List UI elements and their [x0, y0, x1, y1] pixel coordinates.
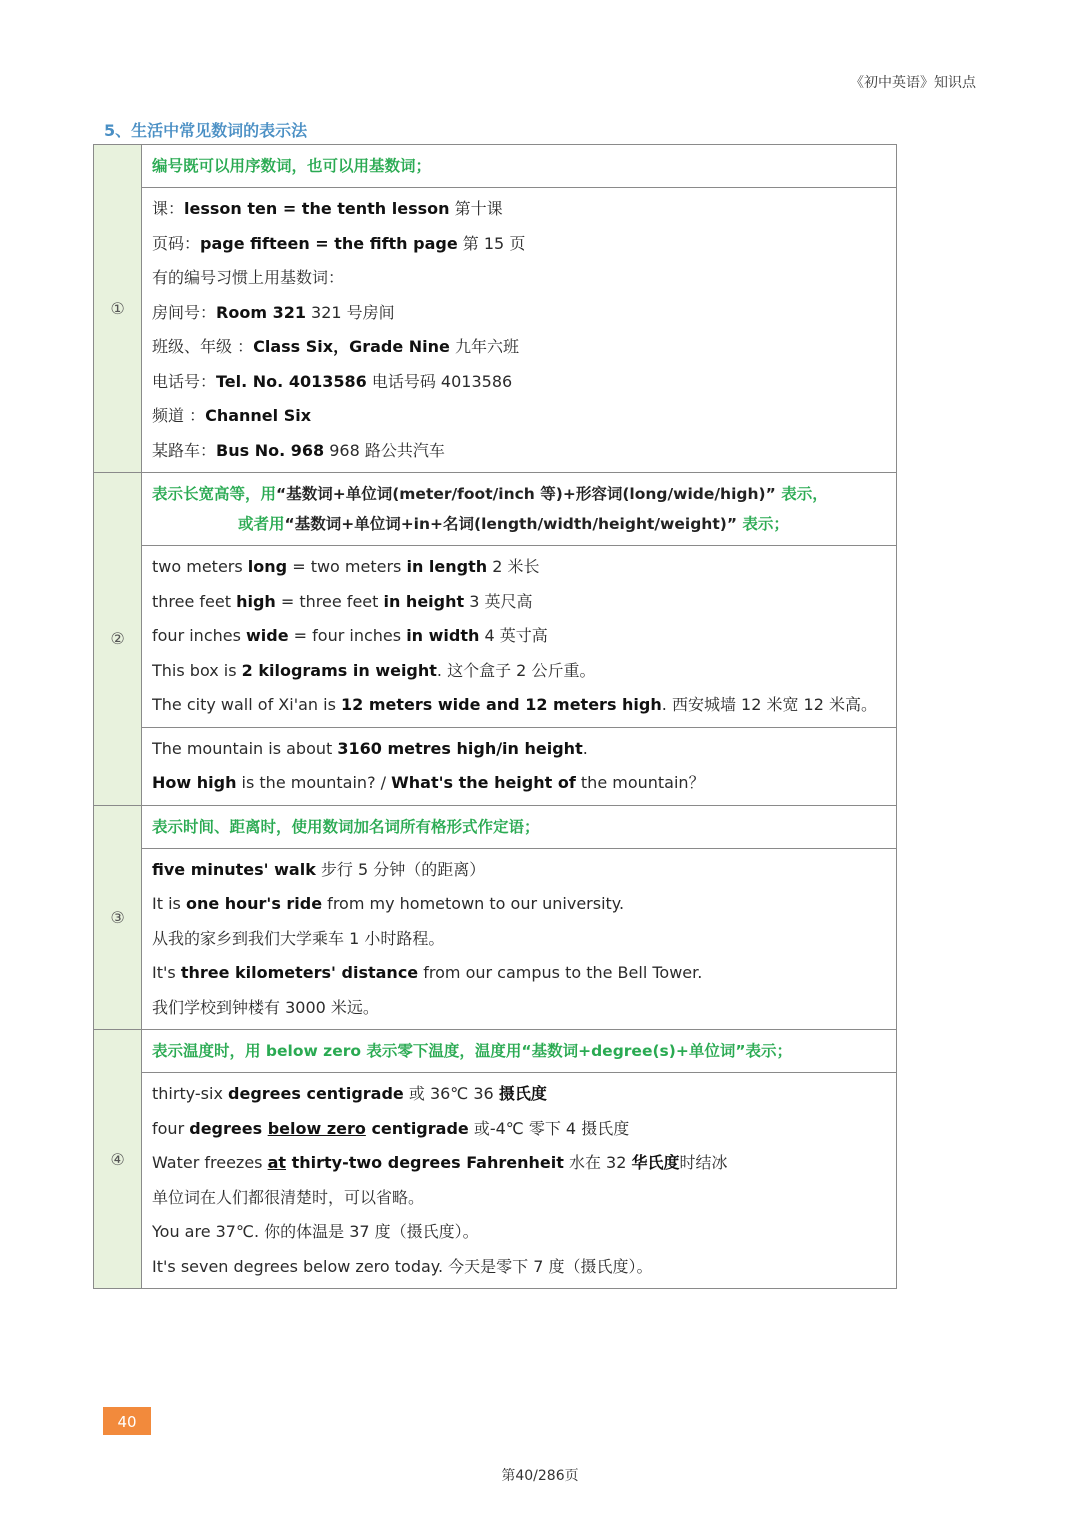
text-segment: Water freezes: [152, 1153, 268, 1172]
text-segment: three feet: [152, 591, 237, 611]
text-segment: thirty-six: [152, 1084, 229, 1103]
section-title: 5、生活中常见数词的表示法: [104, 121, 308, 140]
text-segment: the mountain？: [575, 773, 705, 792]
section-body: [142, 546, 897, 728]
text-segment: How high: [152, 773, 237, 792]
content-line: [152, 1181, 886, 1216]
text-segment: 班级、年级 ：: [152, 337, 254, 356]
text-segment: Channel Six: [205, 406, 312, 425]
text-segment: 页码：: [152, 233, 201, 253]
text-segment: 2 米长: [487, 557, 540, 576]
content-line: [152, 585, 886, 620]
text-segment: in height: [383, 591, 465, 611]
text-segment: 第十课: [449, 199, 503, 218]
content-line: [152, 399, 886, 434]
content-line: [152, 296, 886, 331]
text-segment: Room 321: [216, 302, 306, 322]
text-segment: in width: [406, 626, 480, 645]
section-number: ②: [94, 473, 142, 806]
text-segment: long: [247, 557, 288, 576]
section-header: 表示温度时，用 below zero 表示零下温度，温度用“基数词+degree(s)+单位词”表示；: [142, 1030, 897, 1073]
text-segment: 水在 32: [563, 1153, 632, 1172]
section-2-body-row: [94, 546, 897, 728]
text-segment: degrees centigrade: [228, 1084, 404, 1103]
text-segment: This box is: [152, 660, 242, 680]
text-segment: = four inches: [288, 626, 407, 645]
text-segment: 我们学校到钟楼有 3000 米远。: [152, 997, 379, 1017]
section-header: [142, 473, 897, 546]
text-segment: . 这个盒子 2 公斤重。: [436, 660, 596, 680]
text-segment: 表示长宽高等，用: [152, 485, 277, 503]
text-segment: “基数词+单位词(meter/foot/inch 等)+形容词(long/wide/high)”: [276, 485, 776, 503]
section-number: ①: [94, 145, 142, 473]
section-body: [142, 727, 897, 805]
content-line: [152, 1112, 886, 1147]
content-line: [152, 550, 886, 585]
text-segment: 或 36℃ 36: [403, 1084, 499, 1103]
content-line: [152, 509, 886, 539]
text-segment: 九年六班: [449, 337, 519, 356]
numerals-table: [93, 144, 897, 1289]
text-segment: 电话号：: [152, 371, 217, 391]
section-body: [142, 848, 897, 1030]
section-header: 表示时间、距离时，使用数词加名词所有格形式作定语；: [142, 805, 897, 848]
text-segment: 从我的家乡到我们大学乘车 1 小时路程。: [152, 928, 445, 948]
text-segment: lesson ten = the tenth lesson: [184, 199, 450, 218]
section-3-header-row: [94, 805, 897, 848]
text-segment: 4 英寸高: [479, 626, 548, 645]
text-segment: thirty-two degrees Fahrenheit: [286, 1153, 564, 1172]
text-segment: degrees: [189, 1118, 268, 1138]
section-1-header-row: [94, 145, 897, 188]
content-line: [152, 1250, 886, 1285]
text-segment: at: [267, 1153, 287, 1172]
section-2-body-row-2: [94, 727, 897, 805]
text-segment: three kilometers' distance: [180, 963, 419, 982]
text-segment: 电话号码 4013586: [366, 371, 513, 391]
section-body: [142, 188, 897, 473]
text-segment: 12 meters wide and 12 meters high: [341, 695, 662, 714]
text-segment: = two meters: [287, 557, 407, 576]
text-segment: 表示；: [737, 515, 789, 533]
text-segment: five minutes' walk: [152, 859, 316, 879]
content-line: [152, 192, 886, 227]
text-segment: 968 路公共汽车: [324, 440, 445, 460]
content-line: [152, 766, 886, 801]
text-segment: four: [152, 1118, 190, 1138]
text-segment: 房间号：: [152, 302, 217, 322]
text-segment: 华氏度: [631, 1153, 680, 1172]
content-line: [152, 688, 886, 723]
section-number: ④: [94, 1030, 142, 1289]
text-segment: in length: [406, 557, 488, 576]
text-segment: 摄氏度: [498, 1084, 547, 1103]
content-line: [152, 732, 886, 767]
text-segment: one hour's ride: [185, 894, 323, 913]
text-segment: 2 kilograms in weight: [241, 660, 437, 680]
text-segment: 单位词在人们都很清楚时，可以省略。: [152, 1187, 425, 1207]
text-segment: below zero: [267, 1118, 366, 1138]
section-3-body-row: [94, 848, 897, 1030]
text-segment: 频道 ：: [152, 406, 206, 425]
text-segment: . 西安城墙 12 米宽 12 米高。: [661, 695, 878, 714]
text-segment: 表示，: [775, 485, 828, 503]
section-2-header-row: [94, 473, 897, 546]
content-line: [152, 479, 886, 509]
content-line: [152, 956, 886, 991]
content-line: [152, 365, 886, 400]
content-line: [152, 1077, 886, 1112]
text-segment: wide: [246, 626, 289, 645]
section-header: 编号既可以用序数词，也可以用基数词；: [142, 145, 897, 188]
text-segment: 课：: [152, 199, 185, 218]
text-segment: 第 15 页: [457, 233, 526, 253]
section-number: ③: [94, 805, 142, 1030]
text-segment: 3 英尺高: [464, 591, 533, 611]
text-segment: = three feet: [275, 591, 384, 611]
content-line: [152, 922, 886, 957]
text-segment: 时结冰: [679, 1153, 728, 1172]
text-segment: It is: [152, 894, 186, 913]
section-body: [142, 1073, 897, 1289]
content-line: [152, 619, 886, 654]
document-title: 《初中英语》知识点: [850, 75, 976, 91]
text-segment: high: [236, 591, 276, 611]
text-segment: 或-4℃ 零下 4 摄氏度: [468, 1118, 630, 1138]
content-line: [152, 991, 886, 1026]
text-segment: Tel. No. 4013586: [216, 371, 367, 391]
text-segment: page fifteen = the fifth page: [200, 233, 458, 253]
text-segment: 有的编号习惯上用基数词：: [152, 268, 345, 287]
text-segment: 或者用: [238, 515, 285, 533]
text-segment: The mountain is about: [152, 738, 338, 758]
text-segment: four inches: [152, 626, 247, 645]
content-line: [152, 330, 886, 365]
text-segment: 步行 5 分钟（的距离）: [315, 859, 486, 879]
text-segment: from our campus to the Bell Tower.: [418, 963, 703, 982]
content-line: [152, 887, 886, 922]
text-segment: .: [582, 738, 588, 758]
section-1-body-row: [94, 188, 897, 473]
text-segment: Class Six，Grade Nine: [253, 337, 450, 356]
content-line: [152, 1146, 886, 1181]
content-line: [152, 227, 886, 262]
text-segment: centigrade: [365, 1118, 469, 1138]
text-segment: Bus No. 968: [216, 440, 325, 460]
page-number-badge: 40: [103, 1407, 151, 1435]
section-4-body-row: [94, 1073, 897, 1289]
text-segment: 某路车：: [152, 440, 217, 460]
page-footer: 第40/286页: [501, 1468, 579, 1484]
text-segment: from my hometown to our university.: [322, 894, 625, 913]
text-segment: It's seven degrees below zero today. 今天是零下 7 度（摄氏度）。: [152, 1256, 653, 1276]
text-segment: is the mountain? /: [236, 773, 392, 792]
text-segment: The city wall of Xi'an is: [152, 695, 341, 714]
text-segment: 321 号房间: [305, 302, 395, 322]
text-segment: What's the height of: [391, 773, 576, 792]
text-segment: 3160 metres high/in height: [337, 738, 583, 758]
text-segment: It's: [152, 963, 181, 982]
content-line: [152, 261, 886, 296]
section-4-header-row: [94, 1030, 897, 1073]
text-segment: You are 37℃. 你的体温是 37 度（摄氏度）。: [152, 1222, 479, 1241]
content-line: [152, 434, 886, 469]
content-line: [152, 853, 886, 888]
content-line: [152, 1215, 886, 1250]
text-segment: “基数词+单位词+in+名词(length/width/height/weight)”: [284, 515, 738, 533]
content-line: [152, 654, 886, 689]
text-segment: two meters: [152, 557, 248, 576]
